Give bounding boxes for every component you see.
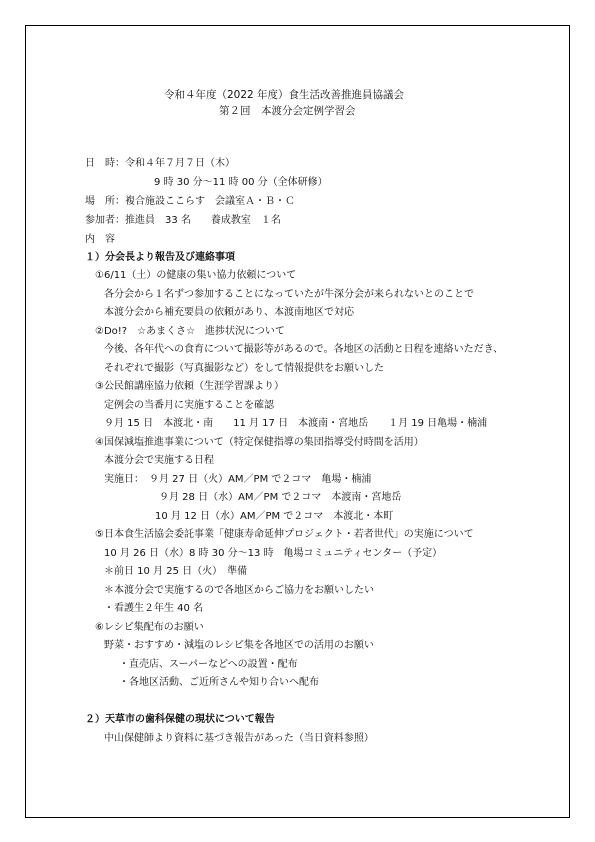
section-2-body: 中山保健師より資料に基づき報告があった（当日資料参照） — [104, 733, 374, 744]
item-5-body-2: ＊前日 10 月 25 日（火） 準備 — [104, 566, 248, 577]
item-5-body-3: ＊本渡分会で実施するので各地区からご協力をお願いしたい — [104, 585, 374, 596]
item-5-body-1: 10 月 26 日（水）8 時 30 分～13 時 亀場コミュニティセンター（予定） — [104, 548, 443, 559]
item-3-title: ③公民館講座協力依頼（生涯学習課より） — [95, 381, 284, 392]
item-4-body-2: 実施日： ９月 27 日（火）AM／PM で２コマ 亀場・楠浦 — [104, 474, 372, 485]
item-1-body-1: 各分会から１名ずつ参加することになっていたが牛深分会が来られないとのことで — [104, 289, 474, 300]
item-1-body-2: 本渡分会から補充要員の依頼があり、本渡南地区で対応 — [104, 307, 354, 318]
item-4-body-3: ９月 28 日（水）AM／PM で２コマ 本渡南・宮地岳 — [159, 492, 402, 503]
document-subtitle: 第２回 本渡分会定例学習会 — [219, 105, 356, 117]
item-2-title: ②Do!? ☆あまくさ☆ 進捗状況について — [95, 326, 285, 337]
section-1-heading: １）分会長より報告及び連絡事項 — [85, 252, 235, 263]
item-3-body-2: ９月 15 日 本渡北・南 11 月 17 日 本渡南・宮地岳 １月 19 日亀場・楠浦 — [104, 418, 488, 429]
item-5-body-4: ・看護生２年生 40 名 — [104, 603, 204, 614]
item-4-body-4: 10 月 12 日（水）AM／PM で２コマ 本渡北・本町 — [155, 511, 394, 522]
item-4-body-1: 本渡分会で実施する日程 — [104, 455, 214, 466]
time-line: 9 時 30 分～11 時 00 分（全体研修） — [154, 177, 328, 188]
item-1-title: ①6/11（土）の健康の集い協力依頼について — [95, 270, 297, 281]
item-2-body-1: 今後、各年代への食育について撮影等があるので。各地区の活動と日程を連絡いただき、 — [104, 344, 504, 355]
section-2-heading: ２）天草市の歯科保健の現状について報告 — [85, 714, 275, 725]
item-4-title: ④国保減塩推進事業について（特定保健指導の集団指導受付時間を活用） — [95, 437, 424, 448]
item-2-body-2: それぞれで撮影（写真撮影など）をして情報提供をお願いした — [104, 363, 384, 374]
item-6-body-2: ・直売店、スーパーなどへの設置・配布 — [119, 659, 298, 670]
item-6-body-1: 野菜・おすすめ・減塩のレシピ集を各地区での活用のお願い — [104, 640, 374, 651]
place-line: 場 所：複合施設ここらす 会議室Ａ・Ｂ・Ｃ — [85, 196, 295, 207]
item-3-body-1: 定例会の当番月に実施することを確認 — [104, 400, 274, 411]
contents-label: 内 容 — [85, 234, 115, 245]
date-line: 日 時：令和４年７月７日（木） — [85, 158, 235, 169]
item-6-title: ⑥レシピ集配布のお願い — [95, 622, 204, 633]
item-5-title: ⑤日本食生活協会委託事業「健康寿命延伸プロジェクト・若者世代」の実施について — [95, 529, 474, 540]
item-6-body-3: ・各地区活動、ご近所さんや知り合いへ配布 — [119, 677, 319, 688]
document-title: 令和４年度（2022 年度）食生活改善推進員協議会 — [164, 89, 405, 101]
attendees-line: 参加者：推進員 33 名 養成教室 １名 — [85, 215, 281, 226]
